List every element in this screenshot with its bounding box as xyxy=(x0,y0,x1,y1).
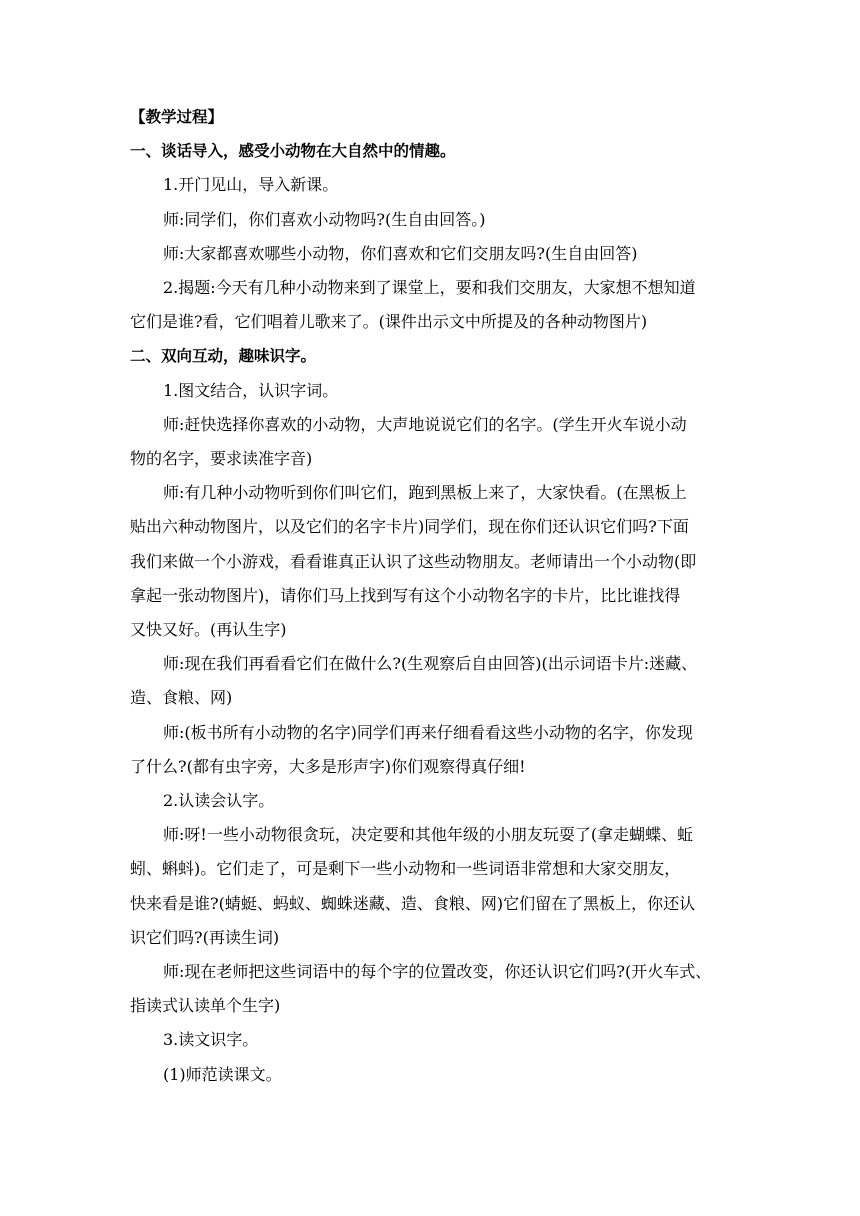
paragraph-line: 师:赶快选择你喜欢的小动物，大声地说说它们的名字。(学生开火车说小动 xyxy=(163,414,687,434)
paragraph-line: 2.认读会认字。 xyxy=(163,791,275,811)
paragraph-line: (1)师范读课文。 xyxy=(163,1064,282,1084)
paragraph-line: 又快又好。(再认生字) xyxy=(130,620,287,640)
paragraph-line: 识它们吗?(再读生词) xyxy=(130,927,280,947)
paragraph-line: 2.揭题:今天有几种小动物来到了课堂上，要和我们交朋友，大家想不想知道 xyxy=(163,278,696,298)
paragraph-line: 了什么?(都有虫字旁，大多是形声字)你们观察得真仔细! xyxy=(130,756,526,776)
paragraph-line: 师:(板书所有小动物的名字)同学们再来仔细看看这些小动物的名字，你发现 xyxy=(163,722,693,742)
paragraph-line: 1.图文结合，认识字词。 xyxy=(163,380,339,400)
section-heading: 二、双向互动，趣味识字。 xyxy=(130,347,317,366)
paragraph-line: 师:现在我们再看看它们在做什么?(生观察后自由回答)(出示词语卡片:迷藏、 xyxy=(163,654,698,674)
paragraph-line: 物的名字，要求读准字音) xyxy=(130,449,313,469)
paragraph-line: 3.读文识字。 xyxy=(163,1030,259,1050)
paragraph-line: 1.开门见山，导入新课。 xyxy=(163,175,339,195)
paragraph-line: 蚓、蝌蚪)。它们走了，可是剩下一些小动物和一些词语非常想和大家交朋友， xyxy=(130,859,681,879)
paragraph-line: 它们是谁?看，它们唱着儿歌来了。(课件出示文中所提及的各种动物图片) xyxy=(130,312,648,332)
paragraph-line: 师:同学们，你们喜欢小动物吗?(生自由回答。) xyxy=(163,209,486,229)
paragraph-line: 指读式认读单个生字) xyxy=(130,996,281,1016)
paragraph-line: 师:现在老师把这些词语中的每个字的位置改变，你还认识它们吗?(开火车式、 xyxy=(163,962,712,982)
paragraph-line: 师:有几种小动物听到你们叫它们，跑到黑板上来了，大家快看。(在黑板上 xyxy=(163,483,687,503)
paragraph-line: 师:大家都喜欢哪些小动物，你们喜欢和它们交朋友吗?(生自由回答) xyxy=(163,243,638,263)
paragraph-line: 贴出六种动物图片，以及它们的名字卡片)同学们，现在你们还认识它们吗?下面 xyxy=(130,517,689,537)
document-body xyxy=(130,100,730,1092)
paragraph-line: 我们来做一个小游戏，看看谁真正认识了这些动物朋友。老师请出一个小动物(即 xyxy=(130,551,697,571)
paragraph-line: 拿起一张动物图片)，请你们马上找到写有这个小动物名字的卡片，比比谁找得 xyxy=(130,585,681,605)
paragraph-line: 造、食粮、网) xyxy=(130,688,233,708)
paragraph-line: 师:呀!一些小动物很贪玩，决定要和其他年级的小朋友玩耍了(拿走蝴蝶、蚯 xyxy=(163,825,694,845)
section-heading: 【教学过程】 xyxy=(130,108,224,126)
section-heading: 一、谈话导入，感受小动物在大自然中的情趣。 xyxy=(130,142,456,161)
paragraph-line: 快来看是谁?(蜻蜓、蚂蚁、蜘蛛迷藏、造、食粮、网)它们留在了黑板上，你还认 xyxy=(130,893,696,913)
